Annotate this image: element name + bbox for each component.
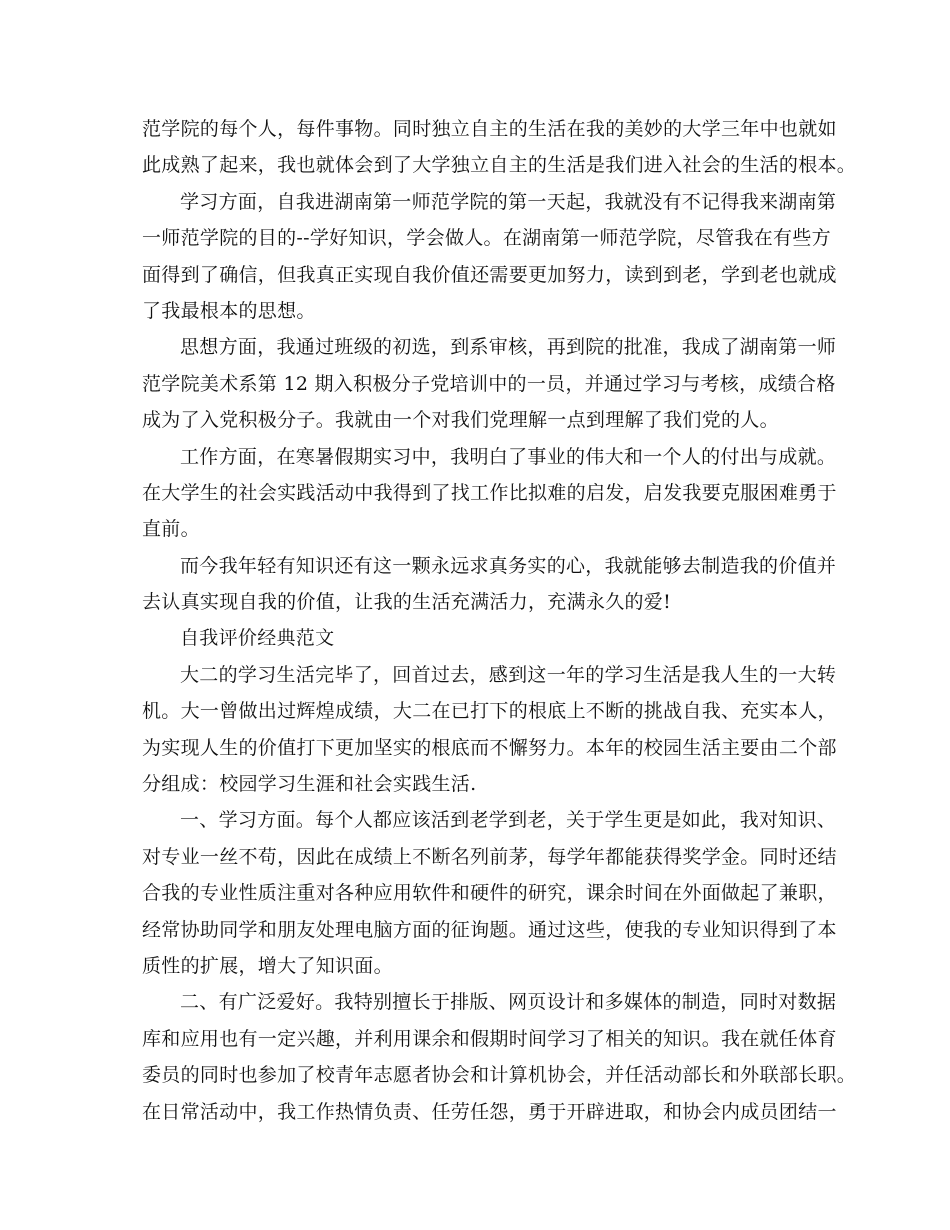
text-line: 而今我年轻有知识还有这一颗永远求真务实的心，我就能够去制造我的价值并 [180, 554, 837, 577]
text-line: 一、学习方面。每个人都应该活到老学到老，关于学生更是如此，我对知识、 [180, 809, 837, 832]
text-line: 质性的扩展，增大了知识面。 [142, 954, 393, 977]
text-line: 在日常活动中，我工作热情负责、任劳任怨，勇于开辟进取，和协会内成员团结一 [142, 1100, 837, 1123]
text-line: 在大学生的社会实践活动中我得到了找工作比拟难的启发，启发我要克服困难勇于 [142, 481, 837, 504]
text-line: 直前。 [142, 518, 200, 541]
text-line: 自我评价经典范文 [180, 627, 335, 650]
text-line: 工作方面，在寒暑假期实习中，我明白了事业的伟大和一个人的付出与成就。 [180, 445, 837, 468]
text-line: 此成熟了起来，我也就体会到了大学独立自主的生活是我们进入社会的生活的根本。 [142, 154, 857, 177]
text-line: 面得到了确信，但我真正实现自我价值还需要更加努力，读到到老，学到老也就成 [142, 263, 837, 286]
text-line: 了我最根本的思想。 [142, 299, 316, 322]
text-line: 委员的同时也参加了校青年志愿者协会和计算机协会，并任活动部长和外联部长职。 [142, 1064, 857, 1087]
text-line: 为实现人生的价值打下更加坚实的根底而不懈努力。本年的校园生活主要由二个部 [142, 736, 837, 759]
text-line: 库和应用也有一定兴趣，并利用课余和假期时间学习了相关的知识。我在就任体育 [142, 1027, 837, 1050]
text-line: 范学院的每个人，每件事物。同时独立自主的生活在我的美妙的大学三年中也就如 [142, 118, 837, 140]
text-line: 二、有广泛爱好。我特别擅长于排版、网页设计和多媒体的制造，同时对数据 [180, 991, 837, 1014]
text-line: 一师范学院的目的--学好知识，学会做人。在湖南第一师范学院，尽管我在有些方 [142, 227, 831, 250]
text-line: 大二的学习生活完毕了，回首过去，感到这一年的学习生活是我人生的一大转 [180, 663, 837, 686]
text-line: 分组成：校园学习生涯和社会实践生活. [142, 773, 477, 796]
text-line: 对专业一丝不苟，因此在成绩上不断名列前茅，每学年都能获得奖学金。同时还结 [142, 845, 837, 868]
text-line: 合我的专业性质注重对各种应用软件和硬件的研究，课余时间在外面做起了兼职， [142, 882, 837, 905]
text-line: 去认真实现自我的价值，让我的生活充满活力，充满永久的爱! [142, 591, 672, 614]
text-line: 思想方面，我通过班级的初选，到系审核，再到院的批准，我成了湖南第一师 [180, 336, 837, 359]
text-line: 经常协助同学和朋友处理电脑方面的征询题。通过这些，使我的专业知识得到了本 [142, 918, 837, 941]
text-line: 机。大一曾做出过辉煌成绩，大二在已打下的根底上不断的挑战自我、充实本人， [142, 700, 837, 723]
text-line: 成为了入党积极分子。我就由一个对我们党理解一点到理解了我们党的人。 [142, 409, 779, 432]
text-line: 范学院美术系第 12 期入积极分子党培训中的一员，并通过学习与考核，成绩合格 [142, 372, 836, 395]
document-body [142, 111, 857, 1130]
text-line: 学习方面，自我进湖南第一师范学院的第一天起，我就没有不记得我来湖南第 [180, 190, 837, 213]
